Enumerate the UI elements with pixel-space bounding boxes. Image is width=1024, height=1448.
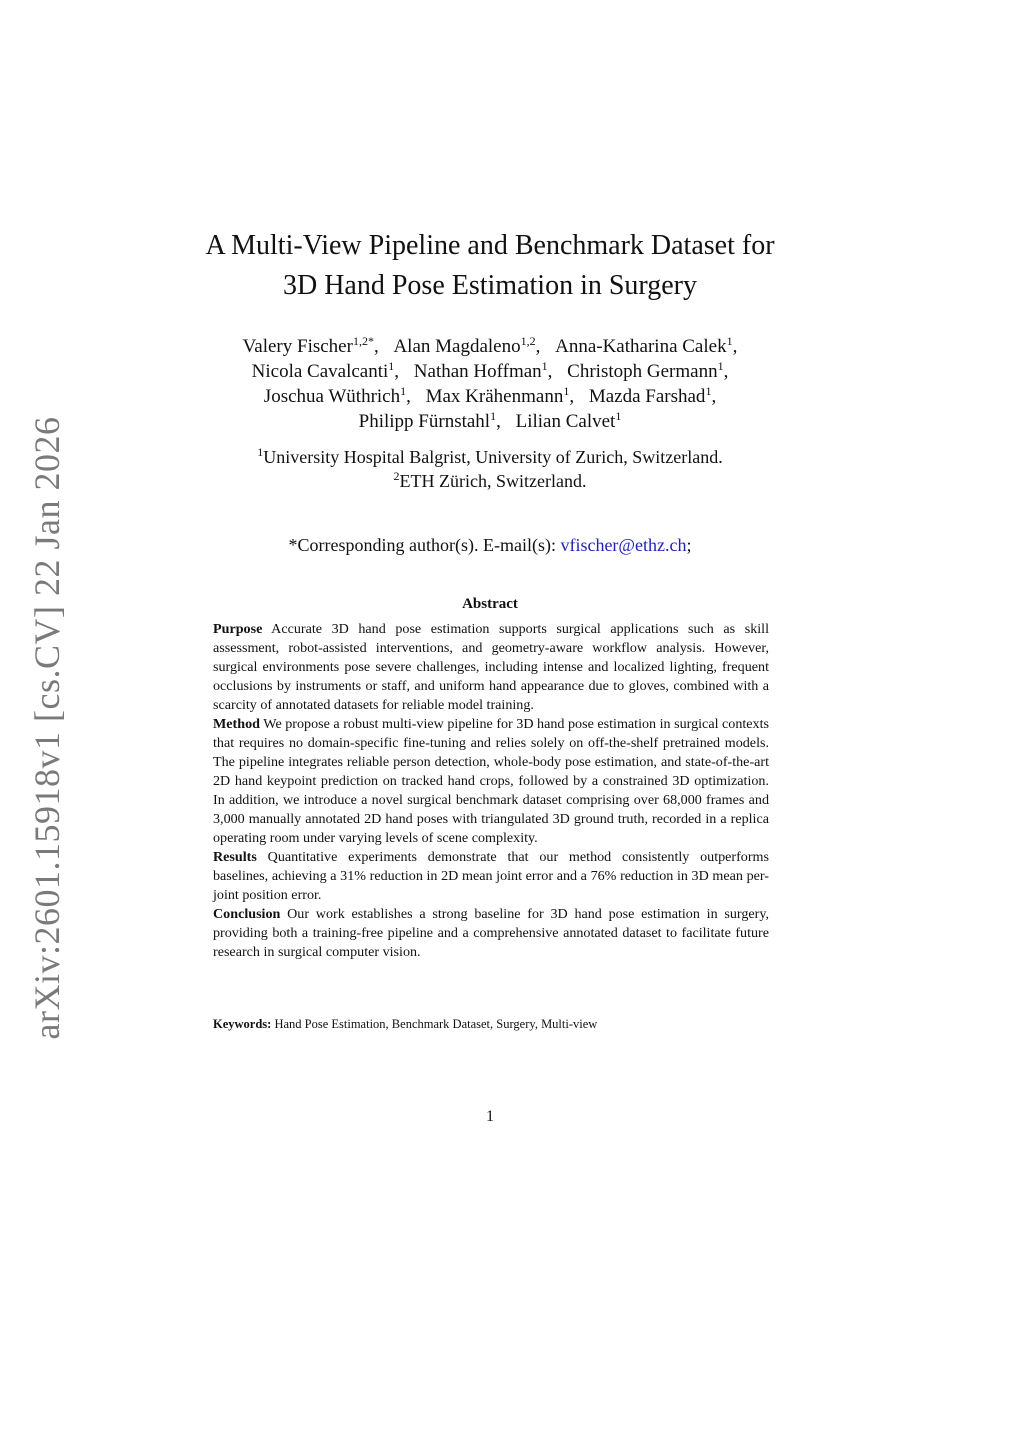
author-line xyxy=(150,384,830,409)
author-superscript: 1,2* xyxy=(352,334,374,348)
author-superscript: 1 xyxy=(615,409,622,423)
keywords xyxy=(213,1015,813,1033)
author-name: Anna-Katharina Calek xyxy=(555,336,727,357)
author-separator: , xyxy=(711,386,717,407)
affiliation xyxy=(150,469,830,493)
author-name: Nathan Hoffman xyxy=(413,361,542,382)
author xyxy=(555,336,737,357)
author-separator: , xyxy=(373,336,379,357)
author-name: Max Krähenmann xyxy=(425,386,564,407)
affiliations xyxy=(150,445,830,493)
author xyxy=(243,336,379,357)
author xyxy=(516,411,622,432)
author xyxy=(264,386,411,407)
corresponding-author xyxy=(150,533,830,557)
author-separator: , xyxy=(406,386,411,407)
author-superscript: 1 xyxy=(541,359,548,373)
author-list xyxy=(150,334,830,434)
author xyxy=(589,386,716,407)
corresponding-label: *Corresponding author(s). E-mail(s): xyxy=(288,535,561,555)
abstract-section-text: Our work establishes a strong baseline for 3D hand pose estimation in surgery, providing both a training-free pipeline and a comprehensive annotated dataset to facilitate future research in surgical computer vision. xyxy=(213,906,769,960)
abstract-section-text: Accurate 3D hand pose estimation supports surgical applications such as skill assessment, robot-assisted interventions, and geometry-aware workflow analysis. However, surgical environments pose severe challenges, including intense and localized lighting, frequent occlusions by instruments or staff, and uniform hand appearance due to gloves, combined with a scarcity of annotated datasets for reliable model training. xyxy=(213,621,770,713)
email-link[interactable]: vfischer@ethz.ch xyxy=(560,535,687,555)
title-line: A Multi-View Pipeline and Benchmark Dataset for xyxy=(205,230,775,261)
author-name: Alan Magdaleno xyxy=(393,336,521,357)
author-separator: , xyxy=(547,361,553,382)
author-name: Joschua Wüthrich xyxy=(263,386,401,407)
author-separator: , xyxy=(496,411,501,432)
author-name: Valery Fischer xyxy=(242,336,353,357)
author-separator: , xyxy=(732,336,738,357)
affiliation xyxy=(150,445,830,469)
author-name: Christoph Germann xyxy=(567,361,718,382)
abstract-section-purpose xyxy=(213,620,769,715)
author-name: Nicola Cavalcanti xyxy=(251,361,389,382)
author-line xyxy=(150,359,830,384)
abstract-section-label: Purpose xyxy=(213,621,263,637)
keywords-label: Keywords: xyxy=(213,1017,272,1031)
abstract-section-label: Conclusion xyxy=(213,906,281,922)
author xyxy=(414,361,553,382)
author-name: Philipp Fürnstahl xyxy=(358,411,491,432)
author-superscript: 1 xyxy=(400,384,407,398)
author-superscript: 1 xyxy=(726,334,733,348)
author-name: Lilian Calvet xyxy=(515,411,616,432)
affiliation-text: ETH Zürich, Switzerland. xyxy=(399,471,587,491)
abstract-section-method xyxy=(213,715,769,848)
author-superscript: 1 xyxy=(388,359,395,373)
title-line: 3D Hand Pose Estimation in Surgery xyxy=(282,270,697,301)
author-superscript: 1 xyxy=(490,409,497,423)
author xyxy=(567,361,728,382)
author-separator: , xyxy=(723,361,729,382)
affiliation-superscript: 1 xyxy=(257,445,264,459)
abstract-section-results xyxy=(213,848,769,905)
page-number: 1 xyxy=(486,1108,494,1125)
keywords-text: Hand Pose Estimation, Benchmark Dataset, Surgery, Multi-view xyxy=(274,1017,598,1031)
author-separator: , xyxy=(394,361,400,382)
affiliation-superscript: 2 xyxy=(393,469,400,483)
arxiv-stamp: arXiv:2601.15918v1 [cs.CV] 22 Jan 2026 xyxy=(27,416,67,1040)
author-superscript: 1 xyxy=(717,359,724,373)
abstract-section-text: Quantitative experiments demonstrate that our method consistently outperforms baselines, achieving a 31% reduction in 2D mean joint error and a 76% reduction in 3D mean per-joint position error. xyxy=(213,849,769,903)
abstract-heading: Abstract xyxy=(462,596,518,612)
abstract-section-label: Results xyxy=(213,849,257,865)
paper-title xyxy=(150,226,830,306)
author-superscript: 1 xyxy=(705,384,712,398)
author xyxy=(393,336,540,357)
abstract-section-conclusion xyxy=(213,905,769,962)
author-separator: , xyxy=(535,336,541,357)
author-line xyxy=(150,334,830,359)
author xyxy=(359,411,501,432)
author xyxy=(426,386,574,407)
abstract-body xyxy=(213,620,769,962)
author-superscript: 1 xyxy=(563,384,570,398)
abstract-section-label: Method xyxy=(213,716,260,732)
abstract-section-text: We propose a robust multi-view pipeline for 3D hand pose estimation in surgical contexts that requires no domain-specific fine-tuning and relies solely on off-the-shelf pretrained models. The pipeline integrates reliable person detection, whole-body pose estimation, and state-of-the-art 2D hand keypoint prediction on tracked hand crops, followed by a constrained 3D optimization. In addition, we introduce a novel surgical benchmark dataset comprising over 68,000 frames and 3,000 manually annotated 2D hand poses with triangulated 3D ground truth, recorded in a replica operating room under varying levels of scene complexity. xyxy=(213,716,769,846)
author-superscript: 1,2 xyxy=(520,334,536,348)
author-separator: , xyxy=(569,386,575,407)
affiliation-text: University Hospital Balgrist, University of Zurich, Switzerland. xyxy=(263,447,723,467)
author-name: Mazda Farshad xyxy=(588,386,706,407)
corresponding-suffix: ; xyxy=(686,535,692,555)
author xyxy=(252,361,399,382)
author-line xyxy=(150,409,830,434)
